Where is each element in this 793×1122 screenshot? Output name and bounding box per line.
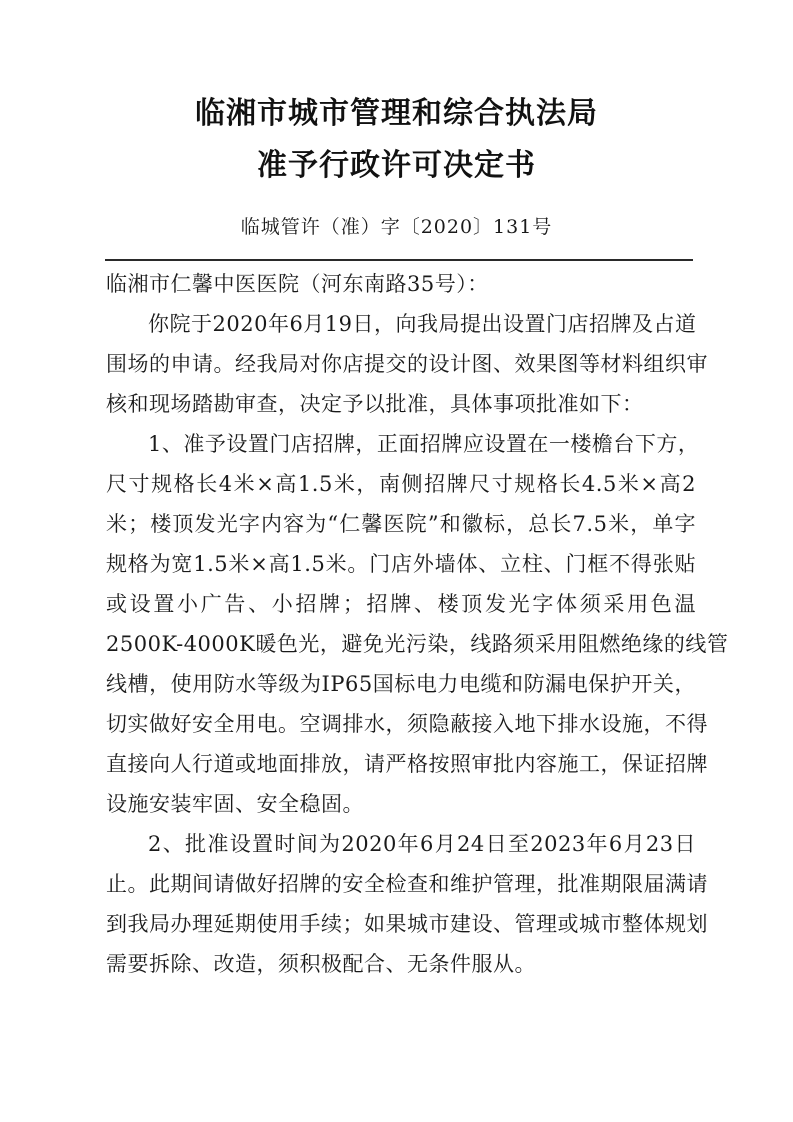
paragraph-line: 尺寸规格长4米×高1.5米，南侧招牌尺寸规格长4.5米×高2 <box>106 472 696 496</box>
paragraph-line: 围场的申请。经我局对你店提交的设计图、效果图等材料组织审 <box>106 352 708 376</box>
paragraph-line: 止。此期间请做好招牌的安全检查和维护管理，批准期限届满请 <box>106 872 708 896</box>
paragraph-item-1 <box>106 424 729 824</box>
paragraph-line: 或设置小广告、小招牌；招牌、楼顶发光字体须采用色温 <box>106 592 696 616</box>
paragraph-line: 核和现场踏勘审查，决定予以批准，具体事项批准如下： <box>106 392 644 416</box>
paragraph-line: 切实做好安全用电。空调排水，须隐蔽接入地下排水设施，不得 <box>106 712 708 736</box>
document-title-line1: 临湘市城市管理和综合执法局 <box>195 96 598 131</box>
paragraph-line: 米；楼顶发光字内容为“仁馨医院”和徽标，总长7.5米，单字 <box>106 512 696 536</box>
paragraph-line: 线槽，使用防水等级为IP65国标电力电缆和防漏电保护开关， <box>106 672 696 696</box>
paragraph-line: 到我局办理延期使用手续；如果城市建设、管理或城市整体规划 <box>106 912 708 936</box>
paragraph-line: 直接向人行道或地面排放，请严格按照审批内容施工，保证招牌 <box>106 752 708 776</box>
paragraph-application <box>106 304 708 424</box>
paragraph-item-2 <box>106 824 708 984</box>
paragraph-line: 1、准予设置门店招牌，正面招牌应设置在一楼檐台下方， <box>148 432 700 456</box>
paragraph-line: 2500K-4000K暖色光，避免光污染，线路须采用阻燃绝缘的线管 <box>106 632 729 656</box>
addressee: 临湘市仁馨中医医院（河东南路35号）： <box>106 272 489 296</box>
paragraph-line: 2、批准设置时间为2020年6月24日至2023年6月23日 <box>148 832 696 856</box>
paragraph-line: 设施安装牢固、安全稳固。 <box>106 792 364 816</box>
paragraph-line: 规格为宽1.5米×高1.5米。门店外墙体、立柱、门框不得张贴 <box>106 552 696 576</box>
header-divider <box>105 259 693 261</box>
paragraph-line: 你院于2020年6月19日，向我局提出设置门店招牌及占道 <box>148 312 697 336</box>
document-title-line2: 准予行政许可决定书 <box>257 148 536 183</box>
document-body <box>106 264 729 984</box>
document-number: 临城管许（准）字〔2020〕131号 <box>240 216 553 238</box>
paragraph-line: 需要拆除、改造，须积极配合、无条件服从。 <box>106 952 536 976</box>
